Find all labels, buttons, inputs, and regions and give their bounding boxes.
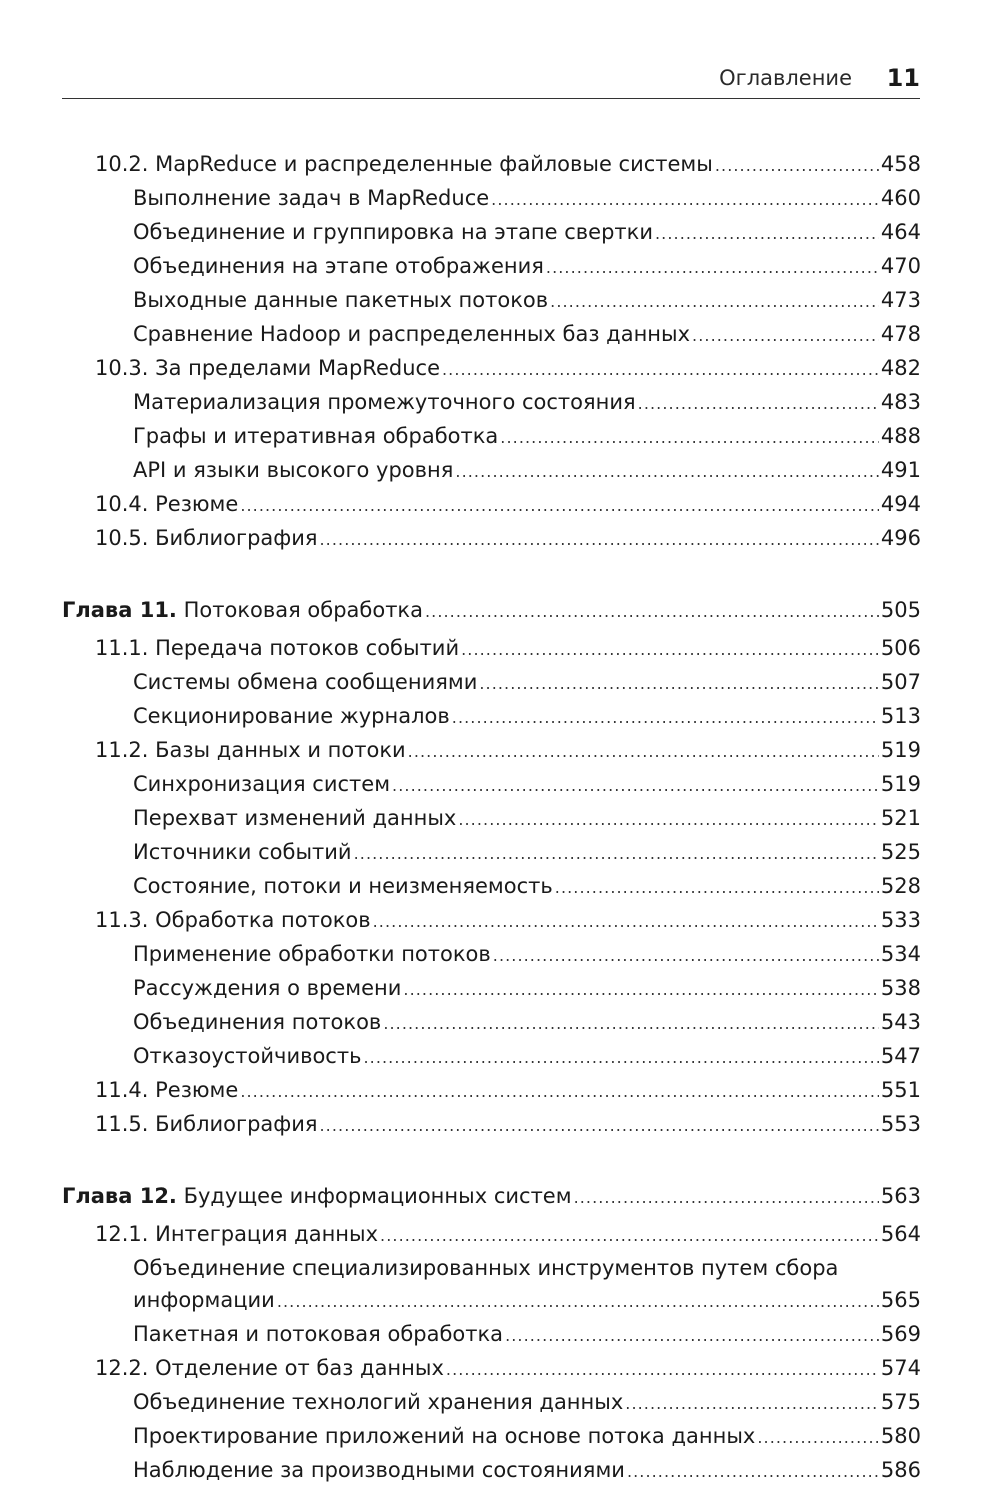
toc-entry-title: Пакетная и потоковая обработка bbox=[133, 1322, 504, 1346]
toc-entry-page: 478 bbox=[880, 322, 921, 346]
subsection-entry[interactable] bbox=[133, 938, 921, 972]
leader-dots bbox=[500, 422, 879, 454]
toc-entry-title: Наблюдение за производными состояниями bbox=[133, 1458, 625, 1482]
leader-dots bbox=[354, 838, 879, 870]
leader-dots bbox=[546, 252, 879, 284]
toc-entry-page: 564 bbox=[880, 1222, 921, 1246]
subsection-entry[interactable] bbox=[133, 870, 921, 904]
toc-entry-title: Источники событий bbox=[133, 840, 352, 864]
leader-dots bbox=[373, 906, 879, 938]
toc-entry-page: 513 bbox=[880, 704, 921, 728]
toc-entry-page: 519 bbox=[880, 738, 921, 762]
toc-entry-page: 525 bbox=[880, 840, 921, 864]
section-entry[interactable] bbox=[95, 1218, 921, 1252]
toc-entry-title: Рассуждения о времени bbox=[133, 976, 402, 1000]
leader-dots bbox=[363, 1042, 878, 1074]
toc-entry-title: Сравнение Hadoop и распределенных баз данных bbox=[133, 322, 691, 346]
leader-dots bbox=[638, 388, 879, 420]
toc-entry-page: 483 bbox=[880, 390, 921, 414]
toc-entry-title: 10.4. Резюме bbox=[95, 492, 239, 516]
toc-entry-page: 569 bbox=[880, 1322, 921, 1346]
toc-entry-title: Материализация промежуточного состояния bbox=[133, 390, 636, 414]
chapter-title: Потоковая обработка bbox=[183, 598, 423, 622]
toc-entry-title: Объединение технологий хранения данных bbox=[133, 1390, 624, 1414]
toc-entry-page: 543 bbox=[880, 1010, 921, 1034]
toc-entry-page: 586 bbox=[880, 1458, 921, 1482]
section-entry[interactable] bbox=[95, 1108, 921, 1142]
toc-entry-title: Выполнение задач в MapReduce bbox=[133, 186, 490, 210]
running-header bbox=[62, 62, 920, 99]
toc-entry-title: 12.2. Отделение от баз данных bbox=[95, 1356, 444, 1380]
toc-entry-title: Применение обработки потоков bbox=[133, 942, 491, 966]
toc-entry-page: 473 bbox=[880, 288, 921, 312]
page-number: 11 bbox=[886, 64, 920, 92]
leader-dots bbox=[479, 668, 879, 700]
toc-entry-page: 563 bbox=[880, 1184, 921, 1208]
toc-entry-title: Объединения на этапе отображения bbox=[133, 254, 544, 278]
toc-entry-page: 507 bbox=[880, 670, 921, 694]
toc-entry-title: Отказоустойчивость bbox=[133, 1044, 362, 1068]
leader-dots bbox=[320, 1110, 879, 1142]
leader-dots bbox=[425, 596, 879, 628]
section-entry[interactable] bbox=[95, 488, 921, 522]
subsection-entry[interactable] bbox=[133, 972, 921, 1006]
leader-dots bbox=[550, 286, 879, 318]
leader-dots bbox=[715, 150, 879, 182]
toc-entry-page: 494 bbox=[880, 492, 921, 516]
toc-entry-page: 528 bbox=[880, 874, 921, 898]
toc-entry-page: 575 bbox=[880, 1390, 921, 1414]
chapter-entry[interactable] bbox=[62, 1180, 921, 1214]
toc-entry-page: 482 bbox=[880, 356, 921, 380]
leader-dots bbox=[627, 1456, 879, 1488]
leader-dots bbox=[505, 1320, 879, 1352]
subsection-entry[interactable] bbox=[133, 1006, 921, 1040]
leader-dots bbox=[392, 770, 879, 802]
leader-dots bbox=[240, 1076, 879, 1108]
toc-entry-title: Графы и итеративная обработка bbox=[133, 424, 499, 448]
toc-entry-page: 565 bbox=[880, 1288, 921, 1312]
leader-dots bbox=[555, 872, 879, 904]
leader-dots bbox=[625, 1388, 879, 1420]
subsection-entry[interactable] bbox=[133, 666, 921, 700]
toc-entry-title: 10.5. Библиография bbox=[95, 526, 318, 550]
toc-entry-title: 12.1. Интеграция данных bbox=[95, 1222, 379, 1246]
toc-entry-page: 547 bbox=[880, 1044, 921, 1068]
toc-entry-title: 11.5. Библиография bbox=[95, 1112, 318, 1136]
section-entry[interactable] bbox=[95, 734, 921, 768]
toc-entry-title: Объединение специализированных инструментов путем сбора bbox=[133, 1256, 839, 1280]
chapter-label: Глава 11. bbox=[62, 598, 177, 622]
toc-entry-page: 580 bbox=[880, 1424, 921, 1448]
subsection-entry[interactable] bbox=[133, 454, 921, 488]
toc-entry-page: 505 bbox=[880, 598, 921, 622]
subsection-entry[interactable] bbox=[133, 768, 921, 802]
header-title: Оглавление bbox=[719, 66, 852, 90]
toc-entry-page: 506 bbox=[880, 636, 921, 660]
leader-dots bbox=[574, 1182, 879, 1214]
leader-dots bbox=[446, 1354, 879, 1386]
toc-entry-title: Перехват изменений данных bbox=[133, 806, 457, 830]
leader-dots bbox=[455, 456, 879, 488]
section-entry[interactable] bbox=[95, 148, 921, 182]
subsection-entry[interactable] bbox=[133, 250, 921, 284]
chapter-label: Глава 12. bbox=[62, 1184, 177, 1208]
subsection-entry[interactable] bbox=[133, 182, 921, 216]
toc-entry-title: Проектирование приложений на основе потока данных bbox=[133, 1424, 756, 1448]
subsection-entry[interactable] bbox=[133, 386, 921, 420]
leader-dots bbox=[458, 804, 879, 836]
subsection-entry[interactable] bbox=[133, 802, 921, 836]
leader-dots bbox=[380, 1220, 879, 1252]
section-entry[interactable] bbox=[95, 352, 921, 386]
section-entry[interactable] bbox=[95, 632, 921, 666]
chapter-title: Будущее информационных систем bbox=[183, 1184, 572, 1208]
leader-dots bbox=[240, 490, 879, 522]
toc-entry-title: 10.3. За пределами MapReduce bbox=[95, 356, 440, 380]
toc-entry-title: Объединения потоков bbox=[133, 1010, 382, 1034]
toc-entry-title: Системы обмена сообщениями bbox=[133, 670, 478, 694]
toc-entry-page: 538 bbox=[880, 976, 921, 1000]
toc-entry-title: API и языки высокого уровня bbox=[133, 458, 454, 482]
subsection-entry[interactable] bbox=[133, 836, 921, 870]
leader-dots bbox=[408, 736, 879, 768]
toc-entry-title: Состояние, потоки и неизменяемость bbox=[133, 874, 553, 898]
toc-entry-title: Объединение и группировка на этапе свертки bbox=[133, 220, 653, 244]
toc-entry-page: 551 bbox=[880, 1078, 921, 1102]
leader-dots bbox=[757, 1422, 879, 1454]
section-entry[interactable] bbox=[95, 904, 921, 938]
toc-entry-page: 553 bbox=[880, 1112, 921, 1136]
toc-entry[interactable] bbox=[133, 1252, 921, 1318]
leader-dots bbox=[320, 524, 879, 556]
leader-dots bbox=[461, 634, 879, 666]
toc-entry-title: Выходные данные пакетных потоков bbox=[133, 288, 549, 312]
toc-entry-page: 574 bbox=[880, 1356, 921, 1380]
table-of-contents bbox=[0, 148, 1000, 1488]
subsection-entry[interactable] bbox=[133, 700, 921, 734]
toc-entry-page: 458 bbox=[880, 152, 921, 176]
toc-entry-page: 491 bbox=[880, 458, 921, 482]
toc-entry-title: 11.2. Базы данных и потоки bbox=[95, 738, 406, 762]
toc-entry-page: 519 bbox=[880, 772, 921, 796]
toc-entry-page: 488 bbox=[880, 424, 921, 448]
toc-entry-page: 496 bbox=[880, 526, 921, 550]
toc-entry-page: 534 bbox=[880, 942, 921, 966]
subsection-entry[interactable] bbox=[133, 284, 921, 318]
toc-entry-page: 464 bbox=[880, 220, 921, 244]
subsection-entry[interactable] bbox=[133, 216, 921, 250]
section-entry[interactable] bbox=[95, 1074, 921, 1108]
toc-entry-title: информации bbox=[133, 1288, 275, 1312]
leader-dots bbox=[655, 218, 879, 250]
leader-dots bbox=[491, 184, 879, 216]
leader-dots bbox=[442, 354, 879, 386]
toc-entry-page: 460 bbox=[880, 186, 921, 210]
toc-entry-title: 10.2. MapReduce и распределенные файловые системы bbox=[95, 152, 713, 176]
leader-dots bbox=[493, 940, 879, 972]
subsection-entry[interactable] bbox=[133, 1454, 921, 1488]
chapter-entry[interactable] bbox=[62, 594, 921, 628]
toc-entry-page: 521 bbox=[880, 806, 921, 830]
section-entry[interactable] bbox=[95, 1352, 921, 1386]
subsection-entry[interactable] bbox=[133, 1386, 921, 1420]
section-entry[interactable] bbox=[95, 522, 921, 556]
toc-entry-title: Синхронизация систем bbox=[133, 772, 391, 796]
subsection-entry[interactable] bbox=[133, 420, 921, 454]
toc-entry-title: 11.4. Резюме bbox=[95, 1078, 239, 1102]
leader-dots bbox=[277, 1286, 879, 1318]
subsection-entry[interactable] bbox=[133, 1318, 921, 1352]
subsection-entry[interactable] bbox=[133, 1420, 921, 1454]
subsection-entry[interactable] bbox=[133, 318, 921, 352]
leader-dots bbox=[383, 1008, 879, 1040]
toc-entry-title: Секционирование журналов bbox=[133, 704, 450, 728]
toc-entry-page: 470 bbox=[880, 254, 921, 278]
leader-dots bbox=[403, 974, 879, 1006]
toc-entry-page: 533 bbox=[880, 908, 921, 932]
toc-entry-title: 11.3. Обработка потоков bbox=[95, 908, 371, 932]
subsection-entry[interactable] bbox=[133, 1040, 921, 1074]
leader-dots bbox=[452, 702, 879, 734]
leader-dots bbox=[692, 320, 879, 352]
toc-entry-title: 11.1. Передача потоков событий bbox=[95, 636, 460, 660]
